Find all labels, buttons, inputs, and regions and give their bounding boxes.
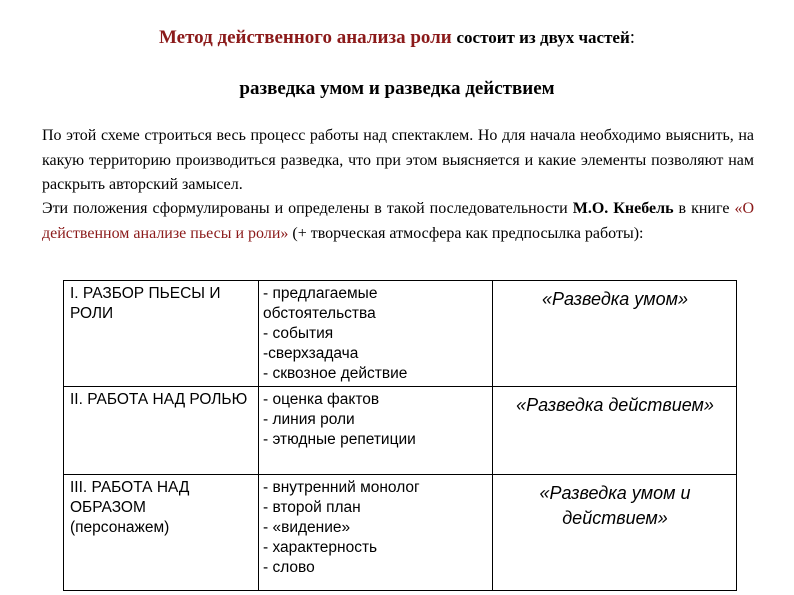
author-name: М.О. Кнебель bbox=[572, 200, 674, 217]
method-cell: «Разведка умом» bbox=[493, 281, 737, 387]
list-item: - «видение» bbox=[263, 519, 351, 536]
intro-paragraph: По этой схеме строиться весь процесс работы над спектаклем. Но для начала необходимо выяснить, на какую территорию производиться разведка, что при этом выясняется и какие элементы позволяют нам раскрыть авторский замысел. bbox=[42, 127, 754, 193]
source-paragraph bbox=[42, 197, 754, 246]
list-item: - предлагаемые обстоятельства bbox=[263, 285, 378, 322]
list-item: - события bbox=[263, 325, 334, 342]
stage-cell bbox=[64, 475, 259, 591]
stage-note: (персонажем) bbox=[70, 519, 170, 536]
list-item: -сверхзадача bbox=[263, 345, 359, 362]
stage-title: III. РАБОТА НАД ОБРАЗОМ bbox=[70, 479, 190, 516]
list-item: - линия роли bbox=[263, 411, 355, 428]
table-row bbox=[64, 387, 737, 475]
title-colon: : bbox=[629, 27, 636, 48]
method-cell: «Разведка действием» bbox=[493, 387, 737, 475]
method-table bbox=[63, 280, 737, 591]
list-item: - этюдные репетиции bbox=[263, 431, 416, 448]
items-cell bbox=[259, 475, 493, 591]
method-cell: «Разведка умом и действием» bbox=[493, 475, 737, 591]
list-item: - слово bbox=[263, 559, 315, 576]
list-item: - характерность bbox=[263, 539, 378, 556]
book-title: «О действенном анализе пьесы и роли» bbox=[42, 200, 755, 242]
stage-cell: II. РАБОТА НАД РОЛЬЮ bbox=[64, 387, 259, 475]
title-method-name: Метод действенного анализа роли bbox=[158, 27, 452, 48]
table-row bbox=[64, 475, 737, 591]
page-title bbox=[0, 26, 794, 50]
list-item: - оценка фактов bbox=[263, 391, 380, 408]
list-item: - внутренний монолог bbox=[263, 479, 420, 496]
source-text-2: в книге bbox=[673, 200, 735, 217]
items-cell bbox=[259, 387, 493, 475]
stage-cell: I. РАЗБОР ПЬЕСЫ И РОЛИ bbox=[64, 281, 259, 387]
page-subtitle: разведка умом и разведка действием bbox=[239, 78, 555, 99]
source-text-3: (+ творческая атмосфера как предпосылка работы): bbox=[288, 224, 644, 242]
items-cell bbox=[259, 281, 493, 387]
table-row bbox=[64, 281, 737, 387]
title-continuation: состоит из двух частей bbox=[456, 28, 630, 47]
list-item: - сквозное действие bbox=[263, 365, 408, 382]
list-item: - второй план bbox=[263, 499, 361, 516]
source-text-1: Эти положения сформулированы и определены в такой последовательности bbox=[42, 200, 573, 217]
